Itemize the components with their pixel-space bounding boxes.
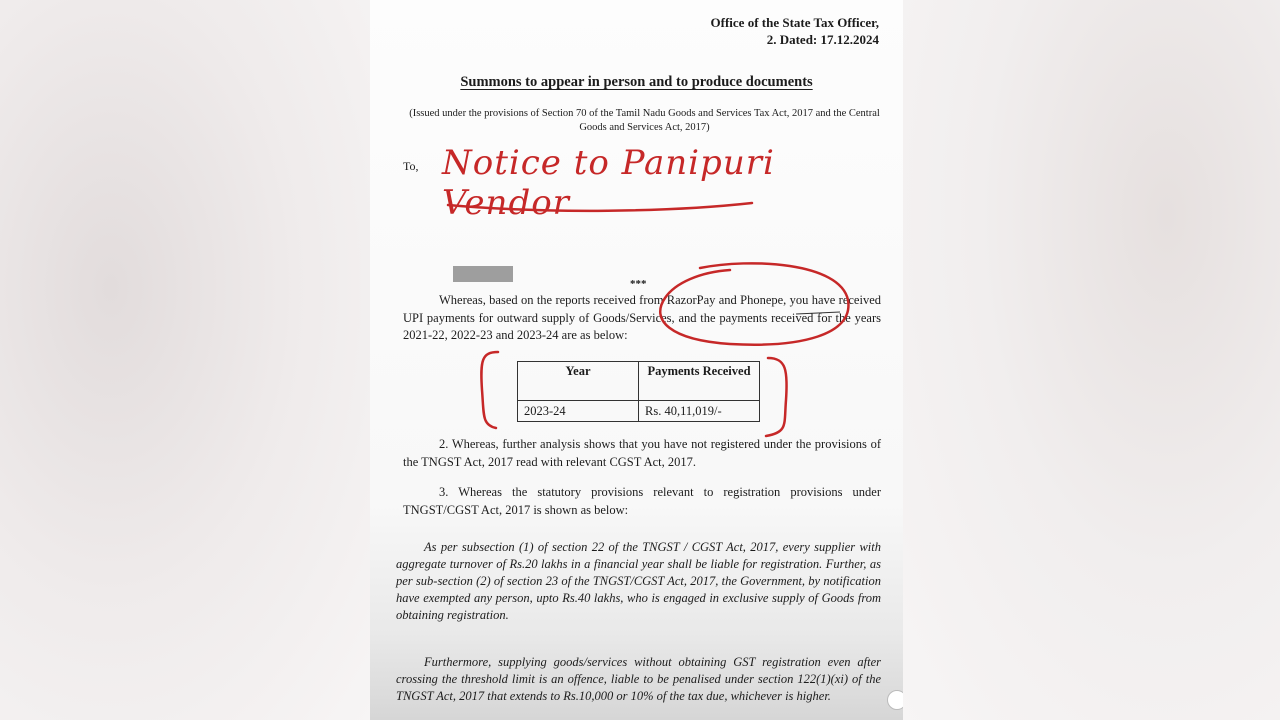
document-title: Summons to appear in person and to produce documents xyxy=(460,74,813,90)
red-annotation-marks xyxy=(370,0,903,720)
handwritten-annotation: Notice to Panipuri Vendor xyxy=(442,143,775,223)
bracket-right xyxy=(766,358,787,436)
to-label: To, xyxy=(403,159,419,173)
header-year: Year xyxy=(518,362,639,401)
paragraph-2: 2. Whereas, further analysis shows that you have not registered under the provisions of the TNGST Act, 2017 read with relevant CGST Act, 2017. xyxy=(403,437,881,469)
scroll-indicator[interactable] xyxy=(887,690,903,710)
quote-penalty: Furthermore, supplying goods/services without obtaining GST registration even after crossing the threshold limit is an offence, liable to be penalised under section 122(1)(xi) of the TNGST Act, 2017 that extends to Rs.10,000 or 10% of the tax due, whichever is higher. xyxy=(396,655,881,703)
paragraph-3: 3. Whereas the statutory provisions relevant to registration provisions under TNGST/CGST Act, 2017 is shown as below: xyxy=(403,485,881,517)
header-payments: Payments Received xyxy=(639,362,760,401)
quote-section-22: As per subsection (1) of section 22 of the TNGST / CGST Act, 2017, every supplier with aggregate turnover of Rs.20 lakhs in a financial year shall be liable for registration. Further, as per sub-section (2) of section 23 of the TNGST/CGST Act, 2017, the Government, by notification have exempted any person, upto Rs.40 lakhs, who is engaged in exclusive supply of Goods from obtaining registration. xyxy=(396,540,881,622)
office-name: Office of the State Tax Officer, xyxy=(710,15,879,30)
document-page xyxy=(370,0,903,720)
background-blur-left xyxy=(0,0,370,720)
cell-amount: Rs. 40,11,019/- xyxy=(639,401,760,422)
circle-phonepe xyxy=(660,263,848,344)
separator-stars: *** xyxy=(630,278,647,290)
paragraph-1: Whereas, based on the reports received from RazorPay and Phonepe, you have received UPI payments for outward supply of Goods/Services, and the payments received for the years 2021-22, 2022-23 and 2023-24 are as below: xyxy=(403,293,881,342)
bracket-left xyxy=(481,352,498,428)
date-line: 2. Dated: 17.12.2024 xyxy=(766,32,879,47)
handwriting-underline xyxy=(448,203,752,211)
issued-under-note: (Issued under the provisions of Section 70 of the Tamil Nadu Goods and Services Tax Act, 2017 and the Central Goods and Services Act, 2017) xyxy=(409,108,880,133)
phonepe-underline xyxy=(796,312,840,314)
background-blur-right xyxy=(902,0,1280,720)
cell-year: 2023-24 xyxy=(518,401,639,422)
